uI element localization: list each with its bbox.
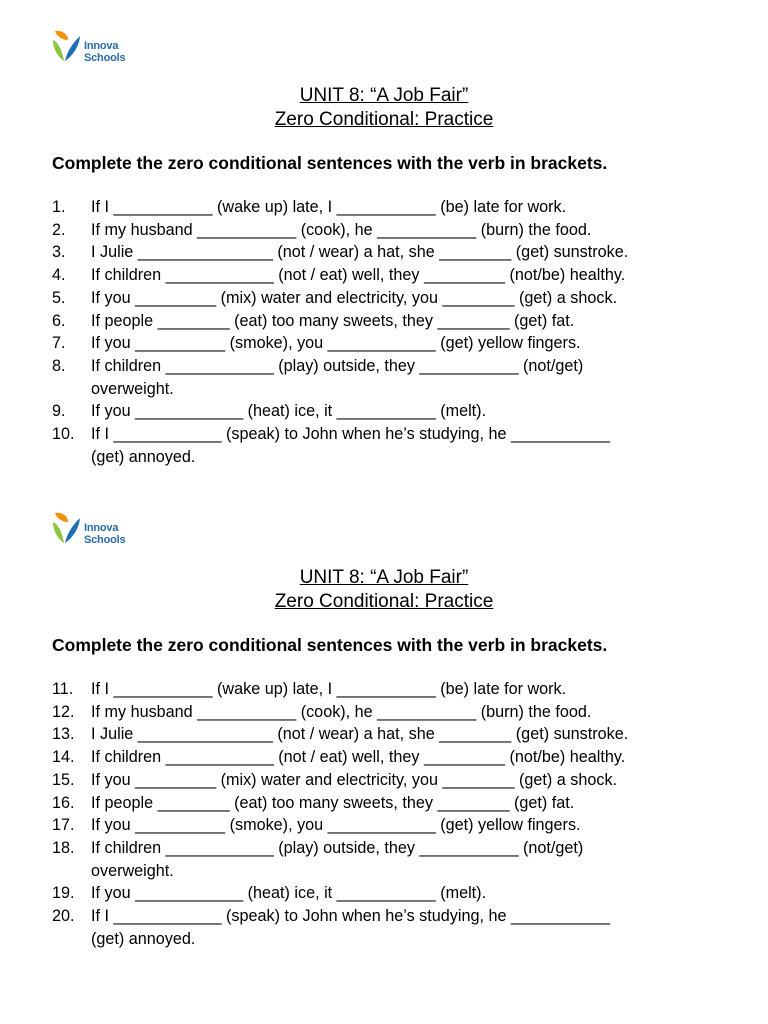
item-number: 15.	[52, 770, 75, 789]
innova-schools-logo	[52, 28, 142, 68]
item-sentence: If you _________ (mix) water and electricity, you ________ (get) a shock.	[91, 770, 618, 789]
worksheet-subtitle: Zero Conditional: Practice	[274, 109, 494, 130]
item-number: 3.	[52, 243, 66, 262]
exercise-item	[0, 423, 768, 468]
instruction-text: Complete the zero conditional sentences with the verb in brackets.	[52, 635, 608, 655]
item-sentence: If you _________ (mix) water and electricity, you ________ (get) a shock.	[91, 288, 618, 307]
item-number: 13.	[52, 725, 75, 744]
item-sentence: If children ____________ (not / eat) well, they _________ (not/be) healthy.	[91, 266, 626, 285]
item-sentence: If children ____________ (play) outside, they ___________ (not/get)	[91, 356, 584, 375]
exercise-list	[0, 196, 768, 468]
item-number: 14.	[52, 748, 75, 767]
exercise-item	[0, 746, 768, 769]
exercise-item	[0, 355, 768, 400]
worksheet-subtitle: Zero Conditional: Practice	[274, 591, 494, 612]
item-sentence: If my husband ___________ (cook), he ___________ (burn) the food.	[91, 702, 592, 721]
exercise-item	[0, 814, 768, 837]
item-number: 12.	[52, 702, 75, 721]
item-sentence: I Julie _______________ (not / wear) a hat, she ________ (get) sunstroke.	[91, 243, 629, 262]
exercise-list	[0, 678, 768, 950]
exercise-item	[0, 905, 768, 950]
item-number: 1.	[52, 198, 66, 216]
worksheet-title: UNIT 8: “A Job Fair”	[299, 567, 469, 588]
item-sentence: If I ____________ (speak) to John when he’s studying, he ___________	[91, 425, 611, 444]
instruction-text: Complete the zero conditional sentences with the verb in brackets.	[52, 153, 608, 173]
item-sentence: If you ____________ (heat) ice, it ___________ (melt).	[91, 402, 487, 421]
item-sentence: If children ____________ (play) outside, they ___________ (not/get)	[91, 838, 584, 857]
item-sentence: If you __________ (smoke), you ____________ (get) yellow fingers.	[91, 334, 581, 353]
item-number: 20.	[52, 907, 75, 926]
item-sentence: If children ____________ (not / eat) well, they _________ (not/be) healthy.	[91, 748, 626, 767]
logo-text-schools: Schools	[84, 52, 126, 64]
exercise-item	[0, 792, 768, 815]
item-number: 2.	[52, 220, 66, 239]
logo-text-schools: Schools	[84, 534, 126, 546]
logo-text-innova: Innova	[84, 522, 119, 534]
exercise-item	[0, 287, 768, 310]
exercise-item	[0, 678, 768, 701]
item-sentence: If I ____________ (speak) to John when he’s studying, he ___________	[91, 907, 611, 926]
item-number: 11.	[52, 680, 74, 698]
exercise-item	[0, 701, 768, 724]
item-sentence: If you __________ (smoke), you ____________ (get) yellow fingers.	[91, 816, 581, 835]
item-sentence: If my husband ___________ (cook), he ___________ (burn) the food.	[91, 220, 592, 239]
item-sentence: If I ___________ (wake up) late, I ___________ (be) late for work.	[91, 680, 567, 698]
item-sentence: If I ___________ (wake up) late, I ___________ (be) late for work.	[91, 198, 567, 216]
item-sentence: If you ____________ (heat) ice, it ___________ (melt).	[91, 884, 487, 903]
item-sentence-continued: (get) annoyed.	[91, 929, 196, 948]
item-sentence: I Julie _______________ (not / wear) a hat, she ________ (get) sunstroke.	[91, 725, 629, 744]
item-sentence: If people ________ (eat) too many sweets, they ________ (get) fat.	[91, 793, 575, 812]
exercise-item	[0, 219, 768, 242]
item-number: 8.	[52, 356, 66, 375]
innova-schools-leaf-icon	[52, 510, 82, 546]
innova-schools-logo	[52, 510, 142, 550]
item-number: 19.	[52, 884, 75, 903]
exercise-item	[0, 837, 768, 882]
item-sentence-continued: overweight.	[91, 861, 174, 880]
item-sentence-continued: (get) annoyed.	[91, 447, 196, 466]
worksheet-title: UNIT 8: “A Job Fair”	[299, 85, 469, 106]
exercise-item	[0, 769, 768, 792]
item-number: 18.	[52, 838, 75, 857]
item-number: 9.	[52, 402, 66, 421]
exercise-item	[0, 723, 768, 746]
item-number: 6.	[52, 311, 66, 330]
item-number: 4.	[52, 266, 66, 285]
exercise-item	[0, 264, 768, 287]
exercise-item	[0, 196, 768, 219]
innova-schools-leaf-icon	[52, 28, 82, 64]
item-sentence-continued: overweight.	[91, 379, 174, 398]
exercise-item	[0, 400, 768, 423]
logo-text-innova: Innova	[84, 40, 119, 52]
item-number: 17.	[52, 816, 75, 835]
exercise-item	[0, 310, 768, 333]
exercise-item	[0, 332, 768, 355]
item-number: 16.	[52, 793, 75, 812]
item-number: 10.	[52, 425, 75, 444]
item-number: 5.	[52, 288, 66, 307]
exercise-item	[0, 241, 768, 264]
item-sentence: If people ________ (eat) too many sweets, they ________ (get) fat.	[91, 311, 575, 330]
exercise-item	[0, 882, 768, 905]
item-number: 7.	[52, 334, 66, 353]
